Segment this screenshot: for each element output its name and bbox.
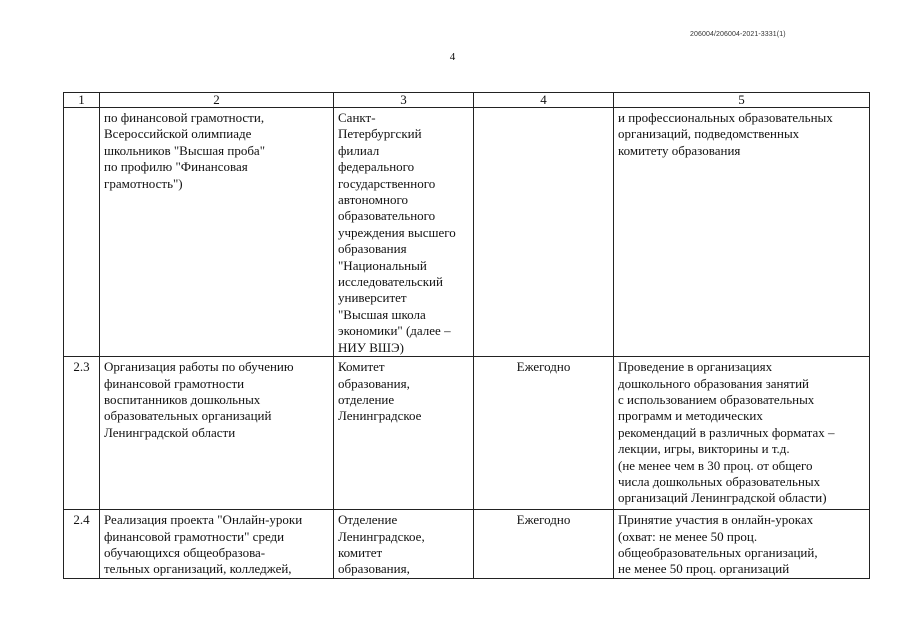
row-number: 2.3 <box>64 357 100 510</box>
column-header-2: 2 <box>100 93 334 108</box>
page-number: 4 <box>449 51 456 63</box>
table-row <box>64 357 870 510</box>
table-row <box>64 510 870 579</box>
activities-table <box>63 92 870 579</box>
period-cell: Ежегодно <box>474 510 614 579</box>
activity-cell: Реализация проекта "Онлайн-уроки финансовой грамотности" среди обучающихся общеобразова- тельных организаций, колледжей, <box>100 510 334 579</box>
result-cell: и профессиональных образовательных организаций, подведомственных комитету образования <box>614 108 870 357</box>
column-header-4: 4 <box>474 93 614 108</box>
result-cell: Проведение в организациях дошкольного образования занятий с использованием образовательных программ и методических рекомендаций в различных форматах – лекции, игры, викторины и т.д. (не менее чем в 30 проц. от общего числа дошкольных образовательных организаций Ленинградской области) <box>614 357 870 510</box>
column-header-5: 5 <box>614 93 870 108</box>
result-cell: Принятие участия в онлайн-уроках (охват: не менее 50 проц. общеобразовательных организаций, не менее 50 проц. организаций <box>614 510 870 579</box>
row-number <box>64 108 100 357</box>
table-row <box>64 108 870 357</box>
row-number: 2.4 <box>64 510 100 579</box>
period-cell: Ежегодно <box>474 357 614 510</box>
responsible-cell: Отделение Ленинградское, комитет образования, <box>334 510 474 579</box>
responsible-cell: Комитет образования, отделение Ленинградское <box>334 357 474 510</box>
column-header-1: 1 <box>64 93 100 108</box>
document-id: 206004/206004-2021-3331(1) <box>690 31 786 38</box>
period-cell <box>474 108 614 357</box>
activity-cell: по финансовой грамотности, Всероссийской олимпиаде школьников "Высшая проба" по профилю "Финансовая грамотность") <box>100 108 334 357</box>
responsible-cell: Санкт- Петербургский филиал федерального государственного автономного образовательного учреждения высшего образования "Национальный исследовательский университет "Высшая школа экономики" (далее – НИУ ВШЭ) <box>334 108 474 357</box>
table-header-row <box>64 93 870 108</box>
column-header-3: 3 <box>334 93 474 108</box>
activity-cell: Организация работы по обучению финансовой грамотности воспитанников дошкольных образовательных организаций Ленинградской области <box>100 357 334 510</box>
